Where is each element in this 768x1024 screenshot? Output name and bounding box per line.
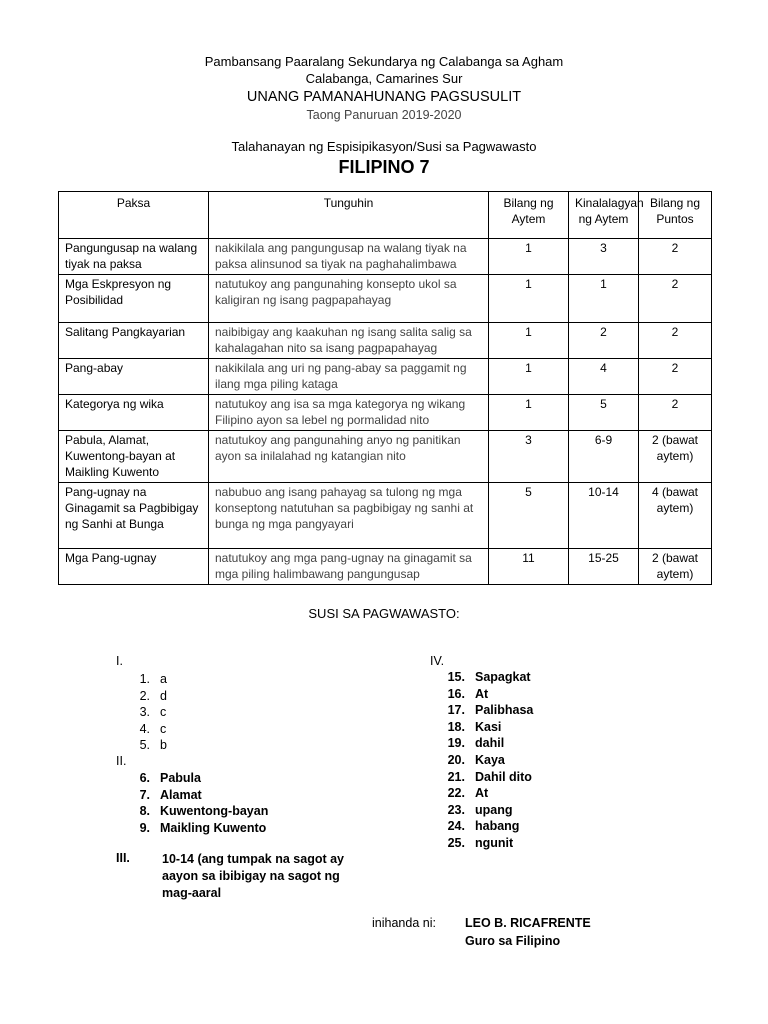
- part-2-label: II.: [116, 754, 127, 768]
- list-item: 24. habang: [447, 819, 520, 834]
- table-row: [59, 239, 712, 275]
- header-objective: Tunguhin: [209, 192, 489, 239]
- topic-cell: Kategorya ng wika: [59, 395, 209, 431]
- table-row: [59, 359, 712, 395]
- topic-cell: Mga Eskpresyon ng Posibilidad: [59, 275, 209, 323]
- item-location-cell: 1: [569, 275, 639, 323]
- table-row: [59, 323, 712, 359]
- part-1-list: [128, 671, 167, 754]
- header-item-location: Kinalalagyan ng Aytem: [569, 192, 639, 239]
- list-item: 16. At: [447, 686, 489, 701]
- header-topic: Paksa: [59, 192, 209, 239]
- objective-cell: natutukoy ang pangunahing konsepto ukol sa kaligiran ng isang pagpapahayag: [209, 275, 489, 323]
- points-cell: 2: [639, 323, 712, 359]
- part-3-label: III.: [116, 851, 130, 865]
- list-item: 8. Kuwentong-bayan: [139, 804, 269, 819]
- part-2-list: [128, 770, 268, 836]
- points-cell: 2 (bawat aytem): [639, 431, 712, 483]
- list-item: 17. Palibhasa: [447, 703, 534, 718]
- item-location-cell: 3: [569, 239, 639, 275]
- preparer-title: Guro sa Filipino: [465, 934, 561, 948]
- list-item: 1. a: [139, 672, 167, 686]
- points-cell: 2 (bawat aytem): [639, 549, 712, 585]
- item-count-cell: 11: [489, 549, 569, 585]
- topic-cell: Mga Pang-ugnay: [59, 549, 209, 585]
- table-row: [59, 483, 712, 549]
- list-item: 25. ngunit: [447, 835, 514, 850]
- list-item: 19. dahil: [447, 736, 505, 751]
- points-cell: 2: [639, 239, 712, 275]
- table-row: [59, 431, 712, 483]
- list-item: 7. Alamat: [139, 787, 202, 802]
- points-cell: 4 (bawat aytem): [639, 483, 712, 549]
- item-location-cell: 5: [569, 395, 639, 431]
- table-row: [59, 275, 712, 323]
- list-item: 3. c: [139, 705, 167, 720]
- list-item: 22. At: [447, 786, 489, 801]
- school-location: Calabanga, Camarines Sur: [305, 71, 463, 86]
- objective-cell: natutukoy ang pangunahing anyo ng panitikan ayon sa inilalahad ng katangian nito: [209, 431, 489, 483]
- table-row: [59, 395, 712, 431]
- objective-cell: natutukoy ang mga pang-ugnay na ginagamit sa mga piling halimbawang pangungusap: [209, 549, 489, 585]
- list-item: 6. Pabula: [139, 771, 201, 785]
- item-location-cell: 15-25: [569, 549, 639, 585]
- item-location-cell: 6-9: [569, 431, 639, 483]
- item-location-cell: 2: [569, 323, 639, 359]
- list-item: 21. Dahil dito: [447, 769, 532, 784]
- item-count-cell: 1: [489, 275, 569, 323]
- objective-cell: naibibigay ang kaakuhan ng isang salita salig sa kahalagahan nito sa isang pagpapahayag: [209, 323, 489, 359]
- list-item: 9. Maikling Kuwento: [139, 820, 267, 835]
- topic-cell: Pang-abay: [59, 359, 209, 395]
- topic-cell: Salitang Pangkayarian: [59, 323, 209, 359]
- part-4-label: IV.: [430, 654, 445, 668]
- topic-cell: Pang-ugnay na Ginagamit sa Pagbibigay ng Sanhi at Bunga: [59, 483, 209, 549]
- topic-cell: Pangungusap na walang tiyak na paksa: [59, 239, 209, 275]
- specification-table: [58, 191, 712, 585]
- item-location-cell: 10-14: [569, 483, 639, 549]
- list-item: 15. Sapagkat: [447, 670, 531, 684]
- answer-key-title: SUSI SA PAGWAWASTO:: [308, 606, 460, 621]
- subject-title: FILIPINO 7: [338, 157, 430, 177]
- item-location-cell: 4: [569, 359, 639, 395]
- document-type: Talahanayan ng Espisipikasyon/Susi sa Pagwawasto: [231, 139, 537, 154]
- preparer-name: LEO B. RICAFRENTE: [465, 916, 591, 930]
- prepared-by-label: inihanda ni:: [372, 916, 436, 930]
- list-item: 23. upang: [447, 802, 513, 817]
- points-cell: 2: [639, 275, 712, 323]
- objective-cell: nabubuo ang isang pahayag sa tulong ng mga konseptong natutuhan sa pagbibigay ng sanhi at bunga ng mga pangyayari: [209, 483, 489, 549]
- item-count-cell: 1: [489, 323, 569, 359]
- points-cell: 2: [639, 395, 712, 431]
- header-points: Bilang ng Puntos: [639, 192, 712, 239]
- part-4-list: [443, 669, 533, 852]
- part-3-answer: 10-14 (ang tumpak na sagot ay aayon sa ibibigay na sagot ng mag-aaral: [162, 852, 345, 900]
- points-cell: 2: [639, 359, 712, 395]
- exam-title: UNANG PAMANAHUNANG PAGSUSULIT: [246, 89, 522, 105]
- header-item-count: Bilang ng Aytem: [489, 192, 569, 239]
- list-item: 20. Kaya: [447, 752, 505, 767]
- objective-cell: nakikilala ang uri ng pang-abay sa paggamit ng ilang mga piling kataga: [209, 359, 489, 395]
- list-item: 2. d: [139, 688, 167, 703]
- objective-cell: nakikilala ang pangungusap na walang tiyak na paksa alinsunod sa tiyak na paghahalimbawa: [209, 239, 489, 275]
- school-name: Pambansang Paaralang Sekundarya ng Calabanga sa Agham: [204, 54, 564, 69]
- item-count-cell: 5: [489, 483, 569, 549]
- table-header-row: [59, 192, 712, 239]
- school-year: Taong Panuruan 2019-2020: [306, 108, 462, 122]
- table-row: [59, 549, 712, 585]
- item-count-cell: 1: [489, 239, 569, 275]
- item-count-cell: 3: [489, 431, 569, 483]
- list-item: 4. c: [139, 721, 167, 736]
- objective-cell: natutukoy ang isa sa mga kategorya ng wikang Filipino ayon sa lebel ng pormalidad nito: [209, 395, 489, 431]
- item-count-cell: 1: [489, 359, 569, 395]
- list-item: 18. Kasi: [447, 719, 502, 734]
- part-1-label: I.: [116, 654, 123, 668]
- topic-cell: Pabula, Alamat, Kuwentong-bayan at Maikling Kuwento: [59, 431, 209, 483]
- item-count-cell: 1: [489, 395, 569, 431]
- list-item: 5. b: [139, 738, 167, 753]
